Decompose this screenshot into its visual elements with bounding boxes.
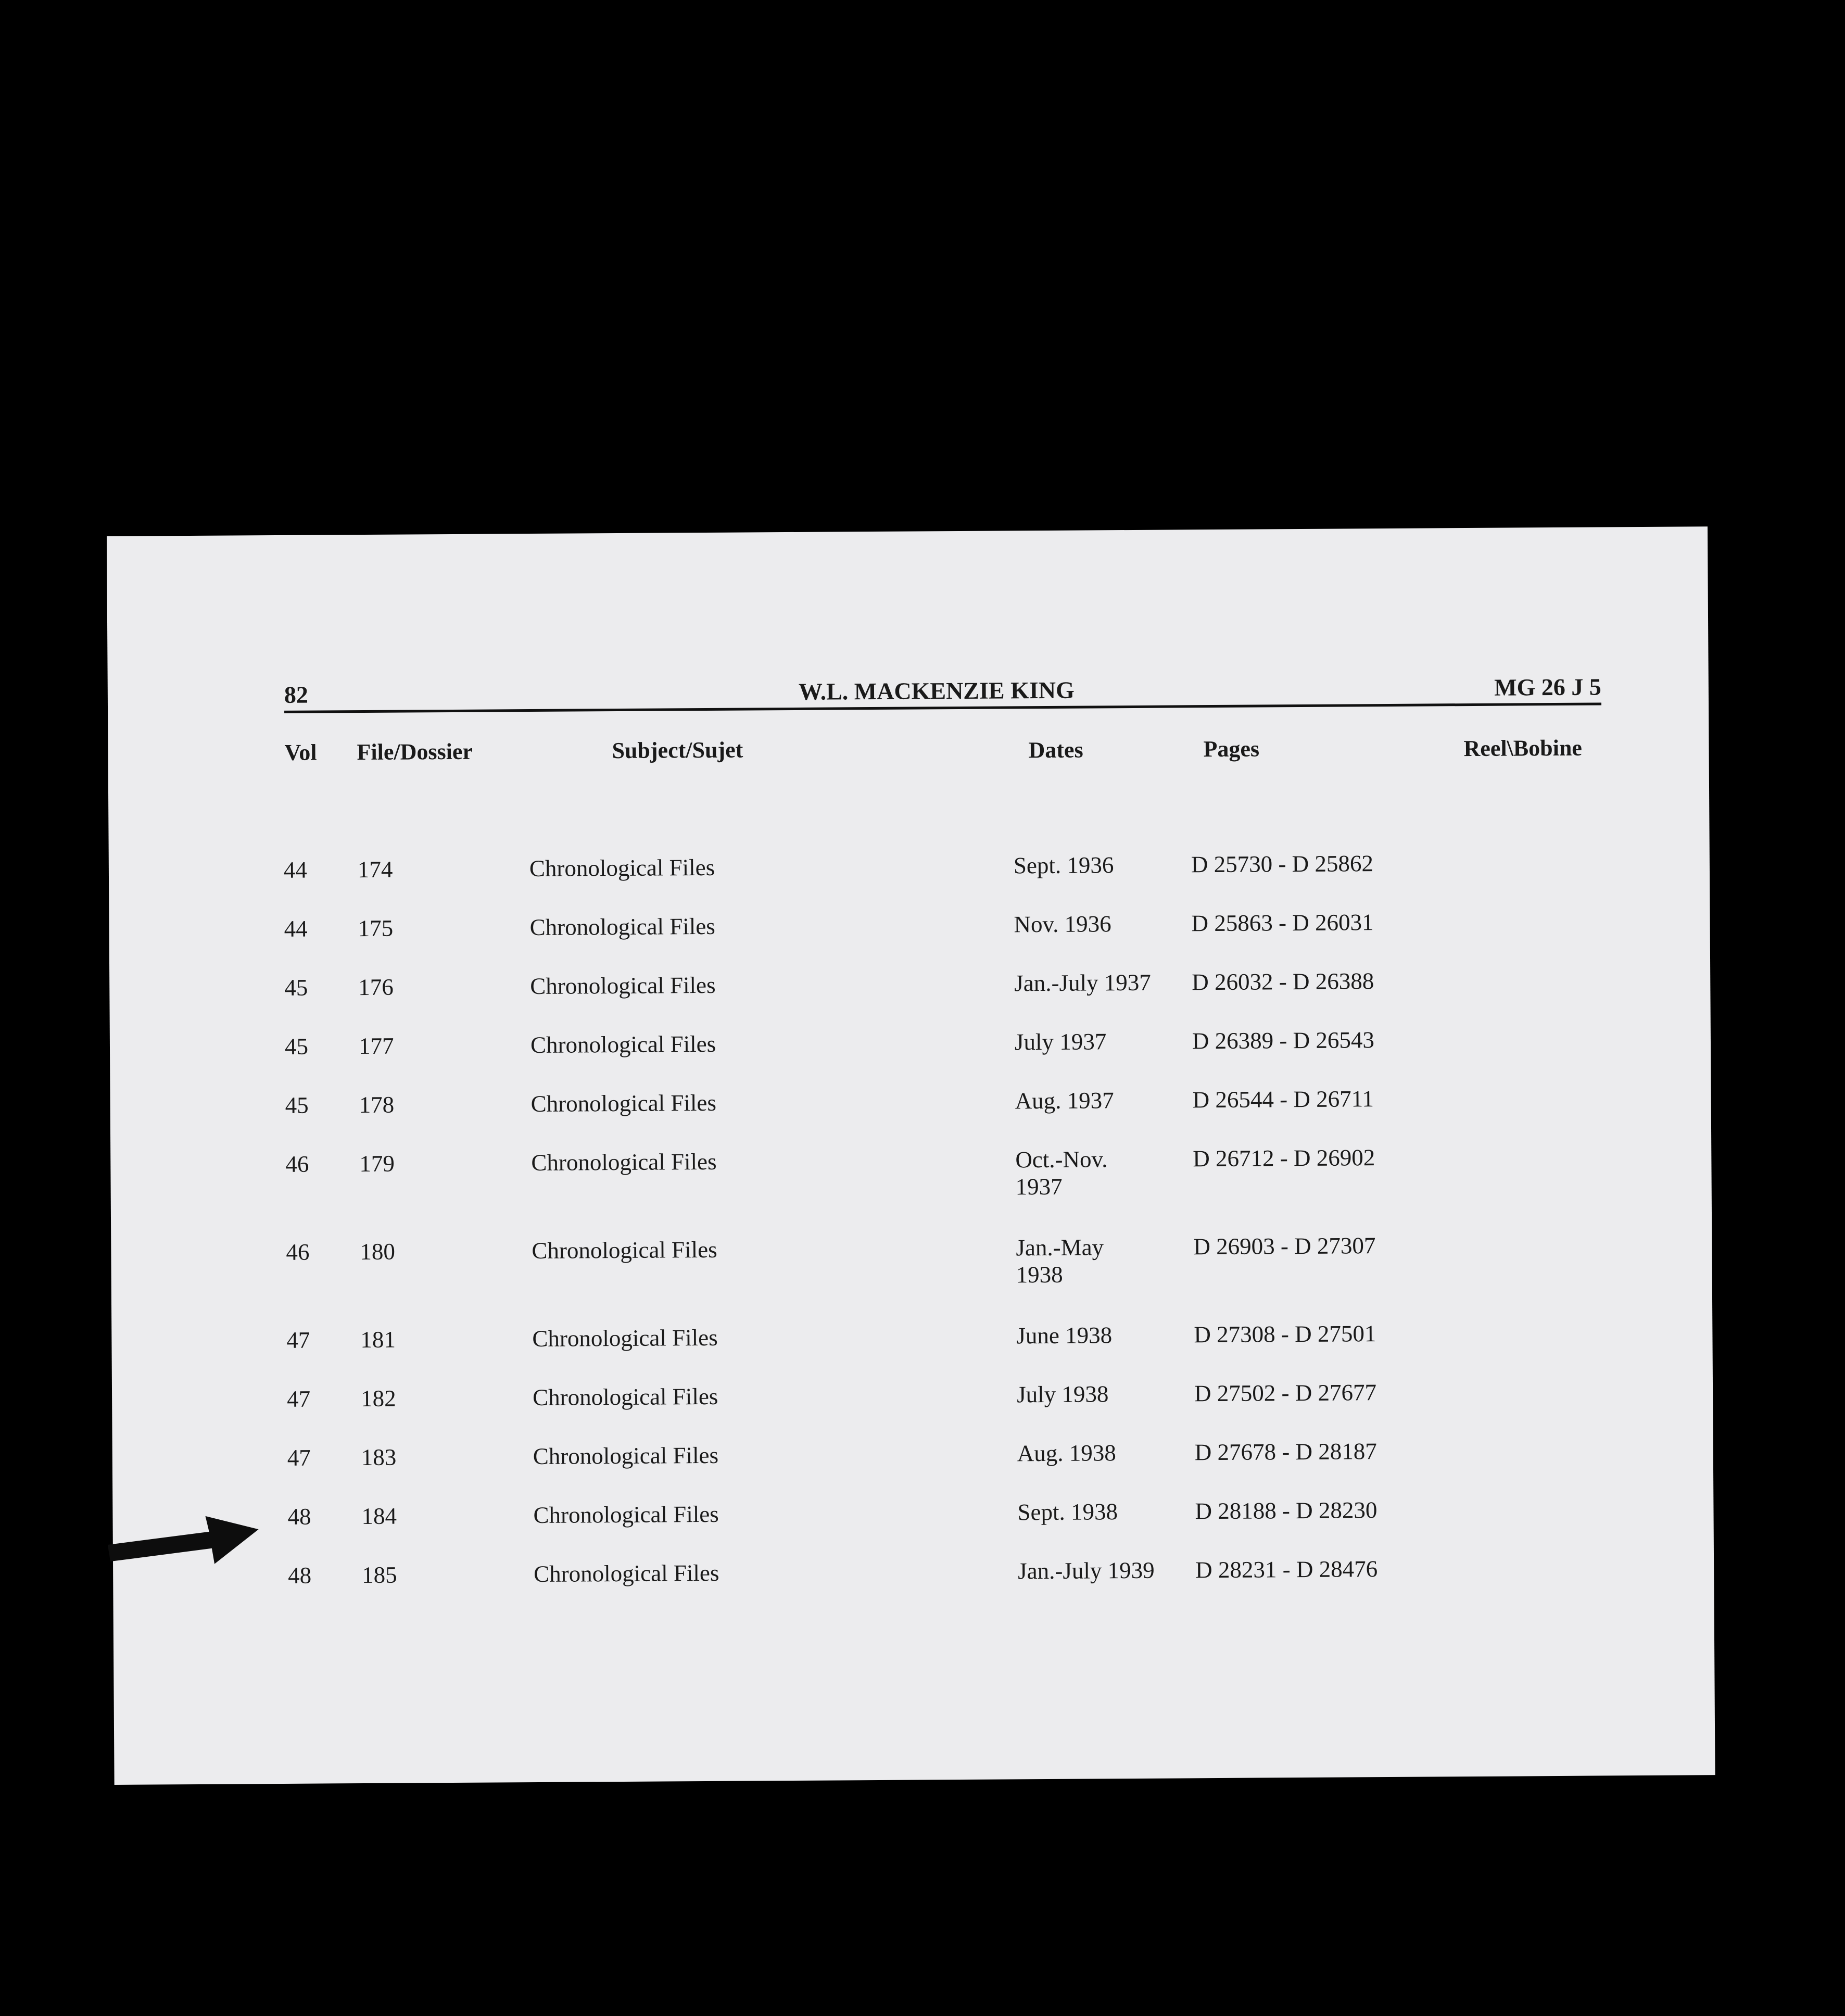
dates-cell: Aug. 1937 xyxy=(1015,1087,1114,1114)
col-header-pages: Pages xyxy=(1203,736,1260,762)
dates-cell: Oct.-Nov. 1937 xyxy=(1015,1146,1108,1200)
subject-cell: Chronological Files xyxy=(533,1501,719,1529)
dates-cell: Jan.-May 1938 xyxy=(1016,1234,1104,1288)
table-row xyxy=(109,965,1710,1001)
subject-cell: Chronological Files xyxy=(529,913,715,941)
file-cell: 176 xyxy=(358,974,394,1001)
pages-cell: D 25863 - D 26031 xyxy=(1191,909,1374,937)
vol-cell: 45 xyxy=(284,1033,309,1060)
table-row xyxy=(111,1230,1712,1288)
file-cell: 178 xyxy=(359,1091,395,1118)
col-header-subject: Subject/Sujet xyxy=(612,737,743,764)
table-row xyxy=(109,906,1710,942)
dates-cell: July 1937 xyxy=(1014,1028,1107,1055)
dates-cell: Jan.-July 1939 xyxy=(1018,1557,1155,1584)
file-cell: 181 xyxy=(360,1326,396,1353)
subject-cell: Chronological Files xyxy=(529,854,715,882)
subject-cell: Chronological Files xyxy=(530,1089,717,1117)
table-row xyxy=(109,848,1710,883)
subject-cell: Chronological Files xyxy=(534,1559,719,1587)
col-header-dates: Dates xyxy=(1028,737,1083,763)
file-cell: 177 xyxy=(358,1032,394,1060)
file-cell: 179 xyxy=(359,1150,395,1177)
file-cell: 184 xyxy=(361,1503,397,1530)
fonds-code: MG 26 J 5 xyxy=(1494,673,1601,701)
file-cell: 180 xyxy=(360,1238,396,1265)
table-row xyxy=(110,1024,1711,1060)
vol-cell: 45 xyxy=(284,974,308,1001)
dates-cell: Sept. 1938 xyxy=(1017,1498,1118,1526)
dates-cell: Jan.-July 1937 xyxy=(1014,969,1151,997)
pages-cell: D 26544 - D 26711 xyxy=(1192,1086,1374,1113)
dates-cell: June 1938 xyxy=(1016,1322,1113,1349)
file-cell: 174 xyxy=(357,856,393,883)
vol-cell: 45 xyxy=(285,1092,309,1118)
subject-cell: Chronological Files xyxy=(533,1442,719,1470)
dates-cell: Sept. 1936 xyxy=(1013,852,1114,879)
table-row xyxy=(112,1435,1713,1471)
subject-cell: Chronological Files xyxy=(532,1324,718,1352)
table-row xyxy=(112,1377,1713,1412)
document-title: W.L. MACKENZIE KING xyxy=(798,676,1075,705)
file-cell: 185 xyxy=(362,1561,397,1589)
file-cell: 182 xyxy=(360,1385,396,1412)
pages-cell: D 25730 - D 25862 xyxy=(1191,850,1374,878)
vol-cell: 44 xyxy=(283,856,308,883)
dates-cell: Aug. 1938 xyxy=(1017,1440,1116,1467)
pages-cell: D 26903 - D 27307 xyxy=(1193,1232,1376,1260)
col-header-file: File/Dossier xyxy=(357,738,473,765)
page-number: 82 xyxy=(284,681,309,708)
vol-cell: 47 xyxy=(286,1327,310,1353)
document-page xyxy=(107,526,1715,1785)
table-row xyxy=(111,1318,1712,1353)
table-row xyxy=(110,1083,1711,1118)
pages-cell: D 26032 - D 26388 xyxy=(1192,968,1374,996)
subject-cell: Chronological Files xyxy=(532,1383,718,1411)
pages-cell: D 27678 - D 28187 xyxy=(1194,1438,1377,1466)
col-header-reel: Reel\Bobine xyxy=(1463,735,1583,762)
table-row xyxy=(110,1142,1711,1200)
file-cell: 175 xyxy=(358,915,394,942)
vol-cell: 47 xyxy=(287,1444,311,1471)
subject-cell: Chronological Files xyxy=(530,972,716,1000)
subject-cell: Chronological Files xyxy=(531,1148,717,1176)
dates-cell: Nov. 1936 xyxy=(1014,911,1111,938)
vol-cell: 46 xyxy=(285,1151,309,1177)
table-row xyxy=(113,1553,1714,1589)
subject-cell: Chronological Files xyxy=(530,1030,716,1059)
vol-cell: 48 xyxy=(288,1562,312,1589)
table-row-highlighted xyxy=(112,1494,1713,1530)
subject-cell: Chronological Files xyxy=(532,1236,717,1264)
vol-cell: 44 xyxy=(284,915,308,942)
file-cell: 183 xyxy=(361,1444,397,1471)
pointer-arrow-icon xyxy=(107,1506,264,1570)
vol-cell: 46 xyxy=(286,1239,310,1265)
col-header-vol: Vol xyxy=(284,739,317,765)
vol-cell: 48 xyxy=(287,1503,311,1530)
page-header xyxy=(284,671,1601,713)
vol-cell: 47 xyxy=(286,1385,311,1412)
pages-cell: D 26712 - D 26902 xyxy=(1193,1144,1375,1172)
pages-cell: D 27502 - D 27677 xyxy=(1194,1379,1377,1407)
pages-cell: D 26389 - D 26543 xyxy=(1192,1027,1375,1054)
pages-cell: D 28231 - D 28476 xyxy=(1195,1556,1378,1583)
pages-cell: D 27308 - D 27501 xyxy=(1194,1320,1376,1348)
dates-cell: July 1938 xyxy=(1016,1381,1109,1408)
pages-cell: D 28188 - D 28230 xyxy=(1195,1497,1378,1524)
